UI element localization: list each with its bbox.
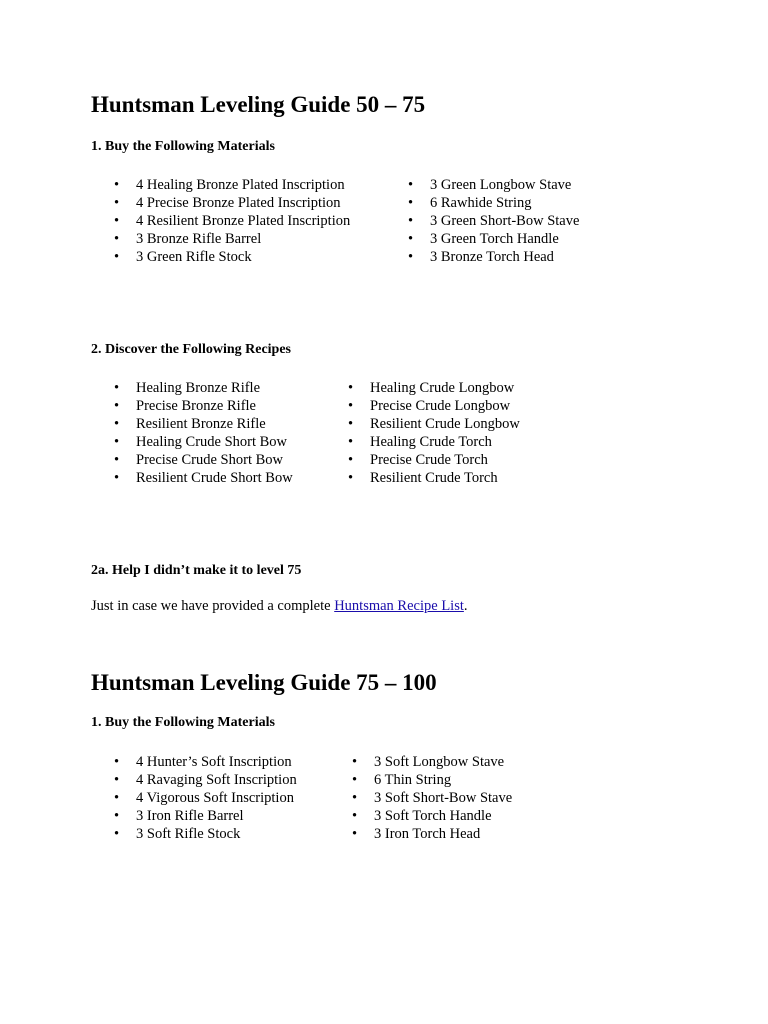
section-1-title: Huntsman Leveling Guide 50 – 75: [91, 92, 426, 117]
list-item: • Healing Crude Short Bow: [114, 433, 293, 451]
section-1-buy-heading: 1. Buy the Following Materials: [91, 139, 275, 154]
list-item: • 4 Ravaging Soft Inscription: [114, 771, 297, 789]
help-text-end: .: [463, 598, 468, 614]
list-item: • 4 Resilient Bronze Plated Inscription: [114, 212, 350, 230]
section-1-materials-left: [114, 176, 350, 266]
section-2-materials-left: [114, 753, 297, 843]
list-item: • 6 Rawhide String: [408, 194, 579, 212]
section-1-recipes-left: [114, 379, 293, 487]
section-1-materials-right: [408, 176, 579, 266]
list-item: • Resilient Crude Longbow: [348, 415, 520, 433]
help-text: Just in case we have provided a complete: [91, 598, 335, 614]
section-1-recipes-right: [348, 379, 520, 487]
help-paragraph: [91, 597, 468, 615]
list-item: • Healing Crude Longbow: [348, 379, 520, 397]
list-item: • 3 Soft Longbow Stave: [352, 753, 512, 771]
list-item: • 3 Soft Short-Bow Stave: [352, 789, 512, 807]
list-item: • Resilient Bronze Rifle: [114, 415, 293, 433]
list-item: • 3 Soft Torch Handle: [352, 807, 512, 825]
list-item: • 3 Iron Torch Head: [352, 825, 512, 843]
list-item: • Precise Bronze Rifle: [114, 397, 293, 415]
list-item: • 4 Precise Bronze Plated Inscription: [114, 194, 350, 212]
section-1-discover-heading: 2. Discover the Following Recipes: [91, 342, 291, 357]
list-item: • Healing Bronze Rifle: [114, 379, 293, 397]
list-item: • 3 Bronze Torch Head: [408, 248, 579, 266]
list-item: • Precise Crude Longbow: [348, 397, 520, 415]
list-item: • Precise Crude Short Bow: [114, 451, 293, 469]
list-item: • Healing Crude Torch: [348, 433, 520, 451]
list-item: • Resilient Crude Torch: [348, 469, 520, 487]
list-item: • 4 Healing Bronze Plated Inscription: [114, 176, 350, 194]
list-item: • 6 Thin String: [352, 771, 512, 789]
section-2-buy-heading: 1. Buy the Following Materials: [91, 715, 275, 730]
list-item: • 4 Vigorous Soft Inscription: [114, 789, 297, 807]
section-1-help-heading: 2a. Help I didn’t make it to level 75: [91, 563, 302, 578]
section-2-materials-right: [352, 753, 512, 843]
list-item: • 3 Iron Rifle Barrel: [114, 807, 297, 825]
list-item: • 3 Green Rifle Stock: [114, 248, 350, 266]
list-item: • 4 Hunter’s Soft Inscription: [114, 753, 297, 771]
list-item: • 3 Green Longbow Stave: [408, 176, 579, 194]
list-item: • Resilient Crude Short Bow: [114, 469, 293, 487]
list-item: • Precise Crude Torch: [348, 451, 520, 469]
list-item: • 3 Green Short-Bow Stave: [408, 212, 579, 230]
section-2-title: Huntsman Leveling Guide 75 – 100: [91, 670, 437, 695]
list-item: • 3 Bronze Rifle Barrel: [114, 230, 350, 248]
huntsman-recipe-list-link[interactable]: Huntsman Recipe List: [334, 598, 464, 614]
list-item: • 3 Soft Rifle Stock: [114, 825, 297, 843]
list-item: • 3 Green Torch Handle: [408, 230, 579, 248]
